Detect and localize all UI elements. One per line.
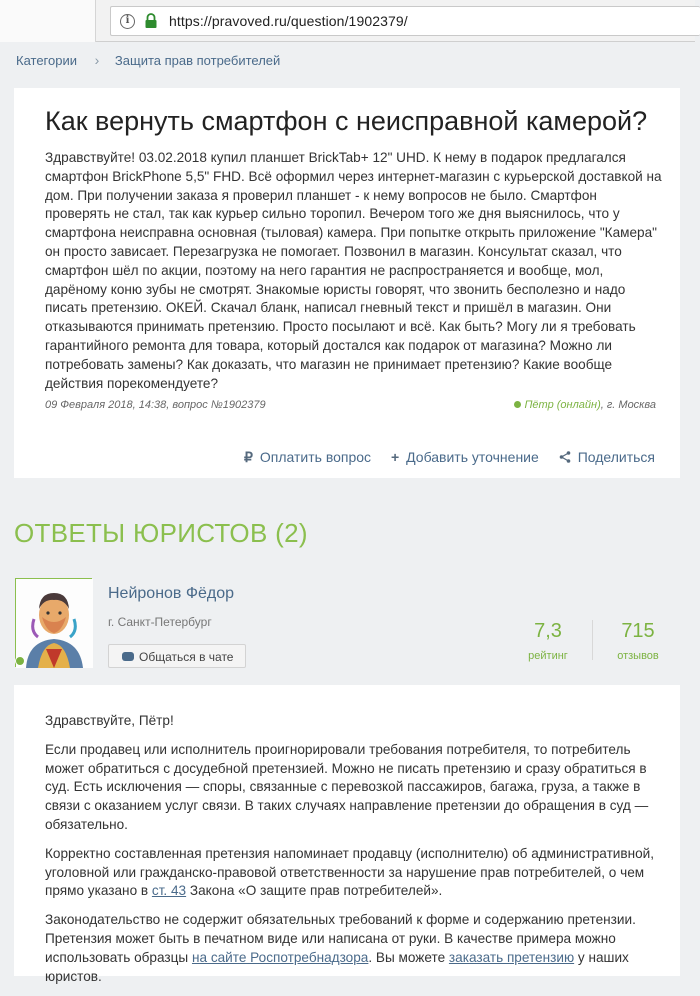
rospotrebnadzor-link[interactable]: на сайте Роспотребнадзора	[191, 949, 369, 965]
browser-toolbar	[0, 0, 695, 42]
answer-card	[14, 685, 680, 984]
chat-button[interactable]	[108, 644, 246, 668]
avatar-portrait-icon	[16, 579, 93, 668]
reviews-value: 715	[621, 620, 655, 642]
breadcrumb-consumer-rights[interactable]: Защита прав потребителей	[114, 53, 281, 68]
rating-value: 7,3	[534, 620, 562, 642]
answer-greeting: Здравствуйте, Пётр!	[45, 713, 174, 728]
rating-stat	[520, 620, 576, 662]
question-actions	[228, 449, 655, 466]
rating-label: рейтинг	[528, 650, 568, 662]
share-icon	[559, 451, 571, 463]
chat-icon	[122, 652, 134, 661]
question-title: Как вернуть смартфон с неисправной камерой?	[45, 106, 648, 136]
info-icon[interactable]: i	[120, 14, 135, 29]
question-body: Здравствуйте! 03.02.2018 купил планшет BrickTab+ 12" UHD. К нему в подарок предлагался смартфон BrickPhone 5,5" FHD. Всё оформил через интернет-магазин с курьерской доставкой на дом. При получении заказа я проверил планшет - к нему вопросов не было. Смартфон проверять не стал, так как курьер сильно торопил. Вечером того же дня выяснилось, что у смартфона неисправна основная (тыловая) камера. При попытке открыть приложение "Камера" он просто зависает. Перезагрузка не помогает. Позвонил в магазин. Консультат сказал, что смартфон шёл по акции, поэтому на него гарантия не распространяется и вообще, мол, дарёному коню зубы не смотрят. Знакомые юристы говорят, что звонить бесполезно и надо писать претензию. ОКЕЙ. Скачал бланк, написал гневный текст и пришёл в магазин. Они отказываются принимать претензию. Просто посылают и всё. Как быть? Могу ли я требовать гарантийного ремонта для товара, который достался как подарок от магазина? Можно ли потребовать замены? Как доказать, что магазин не принимает претензию? Какие вообще действия порекомендуете?	[45, 150, 662, 391]
order-claim-link[interactable]: заказать претензию	[448, 949, 575, 965]
chat-button-label: Общаться в чате	[139, 650, 234, 664]
pay-question-label: Оплатить вопрос	[259, 449, 372, 465]
stat-divider	[592, 620, 593, 660]
lawyer-name[interactable]: Нейронов Фёдор	[108, 585, 235, 602]
plus-icon: +	[390, 449, 400, 465]
question-meta: 09 Февраля 2018, 14:38, вопрос №1902379	[45, 399, 266, 411]
author-name[interactable]: Пётр (онлайн)	[524, 399, 601, 411]
add-clarification-button[interactable]	[391, 449, 539, 465]
lock-icon	[144, 13, 158, 29]
answer-paragraph-2	[45, 845, 670, 901]
lawyer-online-icon	[15, 656, 25, 666]
answer-paragraph-3	[45, 911, 670, 986]
ruble-icon: ₽	[243, 449, 253, 465]
breadcrumb-categories[interactable]: Категории	[16, 53, 77, 68]
address-bar[interactable]	[110, 6, 700, 36]
answer-paragraph-1: Если продавец или исполнитель проигнорировали требования потребителя, то потребитель может обратиться с досудебной претензией. Можно не писать претензию и сразу обратиться в суд. Есть исключения — споры, связанные с перевозкой пассажиров, багажа, груза, а также в связи с оказанием услуг связи. В таких случаях направление претензии до обращения в суд — обязательно.	[45, 741, 649, 832]
answer-body	[45, 712, 670, 996]
question-author	[514, 399, 656, 411]
answer-p3-text-b: . Вы можете	[368, 949, 449, 965]
answers-title: ОТВЕТЫ ЮРИСТОВ (2)	[14, 518, 308, 548]
author-city: , г. Москва	[600, 399, 656, 411]
reviews-label: отзывов	[617, 650, 659, 662]
url-text[interactable]: https://pravoved.ru/question/1902379/	[169, 13, 408, 29]
breadcrumb	[16, 52, 280, 68]
share-label: Поделиться	[577, 449, 655, 465]
share-button[interactable]	[559, 449, 655, 465]
question-card	[14, 88, 680, 478]
lawyer-avatar[interactable]	[15, 578, 92, 667]
answer-p2-text-a: Корректно составленная претензия напоминает продавцу (исполнителю) об административной, уголовной или гражданско-правовой ответственности за нарушение прав потребителей, о чем прямо указано в	[45, 845, 655, 899]
pay-question-button[interactable]	[244, 449, 371, 466]
add-clarification-label: Добавить уточнение	[406, 449, 539, 465]
law-article-link[interactable]: ст. 43	[151, 883, 187, 899]
breadcrumb-separator: ›	[94, 52, 100, 68]
answer-p3-text-a: Законодательство не содержит обязательных требований к форме и содержанию претензии. Претензия может быть в печатном виде или написана от руки. В качестве примера можно использовать образцы	[45, 912, 636, 965]
browser-left-panel	[0, 0, 96, 42]
lawyer-city: г. Санкт-Петербург	[108, 615, 212, 629]
online-indicator-icon	[514, 401, 521, 408]
answer-p2-text-b: Закона «О защите прав потребителей».	[186, 883, 443, 899]
answer-p3-text-c: у наших юристов.	[45, 949, 629, 984]
reviews-stat[interactable]	[608, 620, 668, 662]
